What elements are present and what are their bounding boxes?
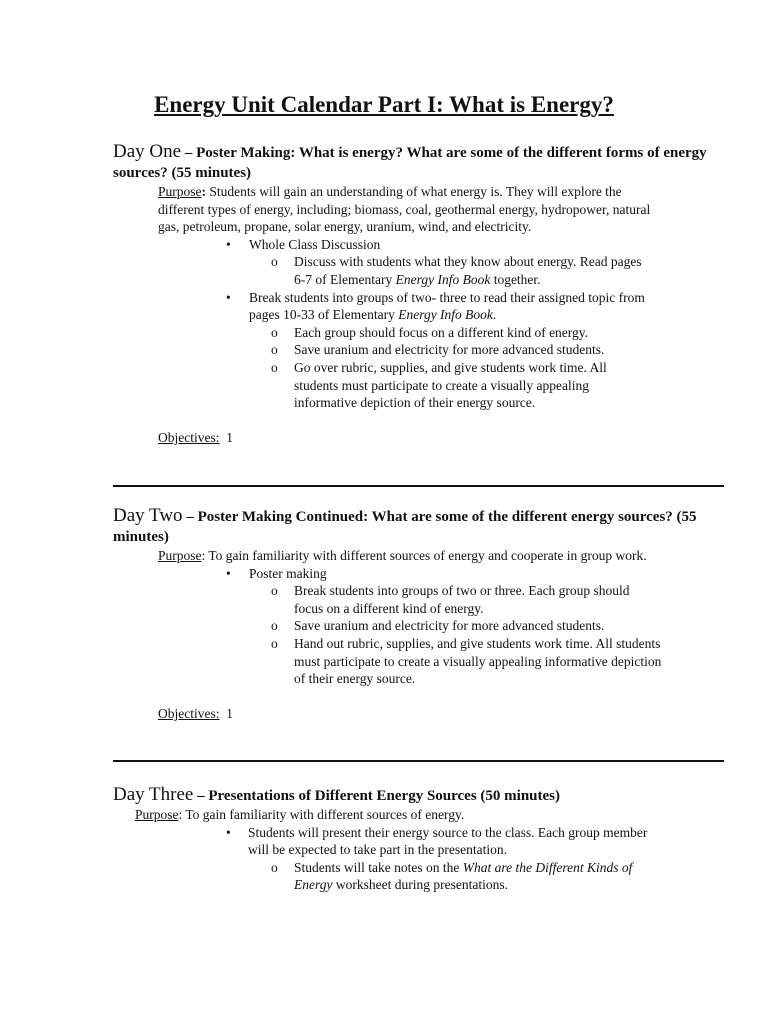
day-one-purpose: Purpose: Students will gain an understanding of what energy is. They will explore the different types of energy, including; biomass, coal, geothermal energy, hydropower, natural gas, petroleum, propane, solar energy, uranium, wind, and electricity.	[158, 184, 651, 235]
day-two-section	[113, 506, 733, 722]
objectives-label: Objectives:	[158, 705, 220, 721]
objectives-value: 1	[226, 429, 233, 445]
day-three-section	[113, 785, 733, 894]
purpose-label: Purpose	[135, 807, 179, 822]
section-divider	[113, 760, 724, 762]
day-one-title: Poster Making: What is energy? What are some of the different forms of energy sources? (55 minutes)	[113, 145, 707, 181]
purpose-label: Purpose	[158, 184, 202, 199]
list-item: • Students will present their energy source to the class. Each group member will be expected to take part in the presentation.	[226, 824, 648, 858]
day-three-purpose: Purpose: To gain familiarity with different sources of energy.	[135, 807, 465, 822]
day-one-heading: Day One – Poster Making: What is energy? What are some of the different forms of energy sources? (55 minutes)	[113, 141, 707, 181]
bullet-icon: •	[226, 289, 231, 305]
list-item: • Whole Class Discussion	[226, 236, 381, 252]
list-item: o Discuss with students what they know about energy. Read pages 6-7 of Elementary Energy Info Book together.	[271, 254, 642, 287]
day-three-title: Presentations of Different Energy Sources (50 minutes)	[208, 788, 560, 804]
day-three-name: Day Three	[113, 784, 194, 805]
sub-bullet-icon: o	[271, 618, 278, 634]
list-item: • Break students into groups of two- three to read their assigned topic from pages 10-33 of Elementary Energy Info Book.	[226, 289, 645, 323]
list-item: o Hand out rubric, supplies, and give students work time. All students must participate to create a visually appealing informative depiction of their energy source.	[271, 635, 662, 687]
sub-bullet-icon: o	[271, 635, 278, 651]
day-one-name: Day One	[113, 141, 182, 162]
objectives-value: 1	[226, 705, 233, 721]
day-one-objectives	[158, 429, 733, 447]
list-item: o Save uranium and electricity for more advanced students.	[271, 618, 605, 634]
list-item: o Save uranium and electricity for more advanced students.	[271, 342, 605, 358]
sub-bullet-icon: o	[271, 859, 278, 875]
day-two-purpose: Purpose: To gain familiarity with different sources of energy and cooperate in group work.	[158, 548, 647, 563]
bullet-icon: •	[226, 565, 231, 581]
day-two-objectives	[158, 705, 733, 723]
page-title: Energy Unit Calendar Part I: What is Energy?	[154, 92, 614, 117]
sub-bullet-icon: o	[271, 583, 278, 599]
sub-bullet-icon: o	[271, 342, 278, 358]
list-item: o Break students into groups of two or three. Each group should focus on a different kind of energy.	[271, 583, 630, 616]
sub-bullet-icon: o	[271, 254, 278, 270]
day-two-name: Day Two	[113, 505, 183, 526]
list-item: o Students will take notes on the What are the Different Kinds of Energy worksheet during presentations.	[271, 859, 633, 893]
day-one-section	[113, 142, 733, 446]
day-two-title: Poster Making Continued: What are some of the different energy sources? (55 minutes)	[113, 509, 697, 545]
sub-bullet-icon: o	[271, 324, 278, 340]
bullet-icon: •	[226, 236, 231, 252]
section-divider	[113, 485, 724, 487]
sub-bullet-icon: o	[271, 359, 278, 375]
bullet-icon: •	[226, 824, 231, 840]
day-two-heading: Day Two – Poster Making Continued: What are some of the different energy sources? (55 minutes)	[113, 505, 697, 545]
list-item: o Go over rubric, supplies, and give students work time. All students must participate to create a visually appealing informative depiction of their energy source.	[271, 359, 607, 411]
day-three-heading: Day Three – Presentations of Different Energy Sources (50 minutes)	[113, 784, 560, 805]
list-item: • Poster making	[226, 565, 327, 581]
purpose-label: Purpose	[158, 548, 202, 563]
list-item: o Each group should focus on a different kind of energy.	[271, 324, 589, 340]
objectives-label: Objectives:	[158, 429, 220, 445]
